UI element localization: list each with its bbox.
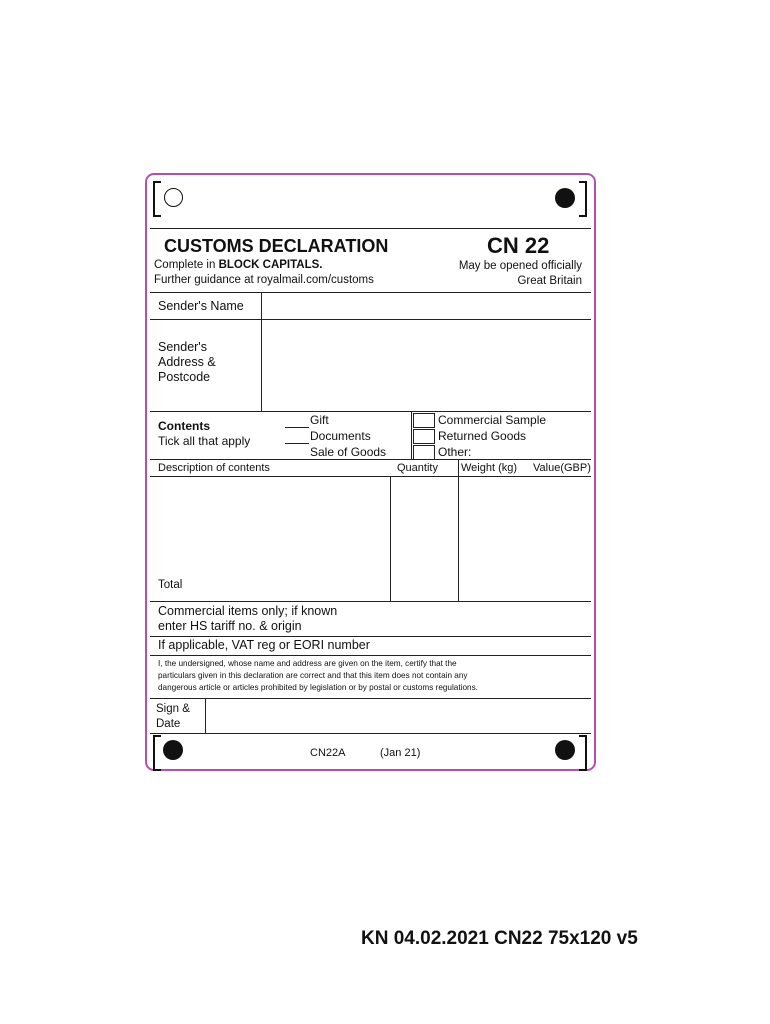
footer-code: CN22A <box>310 747 346 759</box>
quantity-header: Quantity <box>397 462 438 474</box>
sender-name-field[interactable] <box>263 293 593 319</box>
sale-of-goods-label: Sale of Goods <box>310 445 387 459</box>
divider <box>150 636 591 637</box>
filled-circle-icon <box>163 740 183 760</box>
declaration-text: dangerous article or articles prohibited by legislation or by postal or customs regulations. <box>158 683 478 692</box>
opened-country-text: Great Britain <box>517 275 582 287</box>
sender-address-label: Postcode <box>158 370 211 384</box>
other-checkbox[interactable] <box>413 445 435 460</box>
sender-address-field[interactable] <box>263 321 593 410</box>
sender-address-label: Sender's <box>158 340 207 354</box>
vat-eori-label: If applicable, VAT reg or EORI number <box>158 638 370 652</box>
divider <box>150 601 591 602</box>
registration-bracket <box>579 181 587 217</box>
quantity-field[interactable] <box>392 478 456 600</box>
page-footer-text: KN 04.02.2021 CN22 75x120 v5 <box>361 928 638 949</box>
weight-header: Weight (kg) <box>461 462 518 474</box>
commercial-sample-label: Commercial Sample <box>438 413 547 427</box>
registration-bracket <box>153 735 161 771</box>
sign-date-label: Date <box>156 718 181 730</box>
divider <box>150 733 591 734</box>
gift-checkbox[interactable] <box>285 427 309 428</box>
filled-circle-icon <box>555 188 575 208</box>
declaration-text: I, the undersigned, whose name and address are given on the item, certify that the <box>158 659 457 668</box>
total-label: Total <box>158 579 183 591</box>
contents-instruction: Tick all that apply <box>158 434 251 448</box>
registration-bracket <box>579 735 587 771</box>
divider <box>411 411 412 459</box>
divider <box>458 459 459 601</box>
form-title: CUSTOMS DECLARATION <box>164 236 389 256</box>
divider <box>150 476 591 477</box>
other-label: Other: <box>438 445 472 459</box>
divider <box>261 292 262 411</box>
value-header: Value(GBP) <box>533 462 591 474</box>
divider <box>150 319 591 320</box>
weight-value-field[interactable] <box>460 478 590 600</box>
divider <box>150 655 591 656</box>
divider <box>150 228 591 229</box>
sign-date-label: Sign & <box>156 703 190 715</box>
footer-date: (Jan 21) <box>380 747 421 759</box>
commercial-sample-checkbox[interactable] <box>413 413 435 428</box>
divider <box>205 698 206 733</box>
guidance-text: Further guidance at royalmail.com/customs <box>154 274 374 286</box>
documents-checkbox[interactable] <box>285 443 309 444</box>
divider <box>390 476 391 601</box>
contents-heading: Contents <box>158 419 210 433</box>
description-header: Description of contents <box>158 462 270 474</box>
form-code: CN 22 <box>487 233 550 258</box>
instruction: Complete in BLOCK CAPITALS. <box>154 259 323 271</box>
documents-label: Documents <box>310 429 371 443</box>
divider <box>150 698 591 699</box>
returned-goods-checkbox[interactable] <box>413 429 435 444</box>
description-field[interactable] <box>151 478 388 600</box>
declaration-text: particulars given in this declaration are correct and that this item does not contain any <box>158 671 468 680</box>
sender-address-label: Address & <box>158 355 216 369</box>
commercial-items-label: Commercial items only; if known <box>158 604 338 618</box>
cn22-label <box>145 173 596 771</box>
sender-name-label: Sender's Name <box>158 299 244 313</box>
filled-circle-icon <box>555 740 575 760</box>
registration-bracket <box>153 181 161 217</box>
signature-field[interactable] <box>207 700 592 732</box>
returned-goods-label: Returned Goods <box>438 429 527 443</box>
hs-tariff-label: enter HS tariff no. & origin <box>158 619 302 633</box>
divider <box>150 411 591 412</box>
divider <box>150 459 591 460</box>
gift-label: Gift <box>310 413 329 427</box>
hollow-circle-icon <box>164 188 183 207</box>
opened-officially-text: May be opened officially <box>458 260 582 272</box>
